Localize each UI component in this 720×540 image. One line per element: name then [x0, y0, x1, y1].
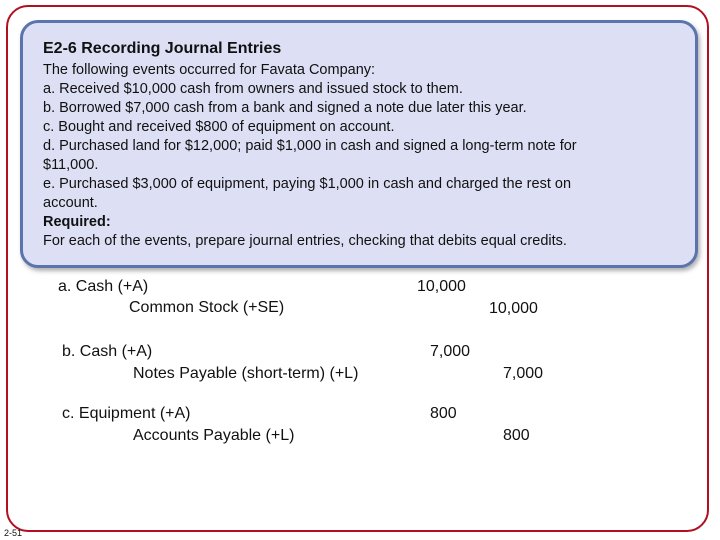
- problem-title: E2-6 Recording Journal Entries: [43, 40, 282, 57]
- required-text: For each of the events, prepare journal entries, checking that debits equal credits.: [43, 233, 567, 249]
- slide-number: 2-51: [4, 528, 23, 538]
- entry-c-debit-amount: 800: [430, 405, 457, 422]
- entry-a-credit-account: Common Stock (+SE): [129, 299, 285, 316]
- problem-statement-box: [20, 20, 698, 268]
- entry-b-debit-account: b. Cash (+A): [62, 343, 153, 360]
- problem-intro: The following events occurred for Favata Company:: [43, 62, 376, 78]
- entry-a-credit-amount: 10,000: [489, 300, 538, 317]
- entry-c-debit-account: c. Equipment (+A): [62, 405, 191, 422]
- event-e-continued: account.: [43, 195, 98, 211]
- event-c: c. Bought and received $800 of equipment on account.: [43, 119, 395, 135]
- entry-a-debit-account: a. Cash (+A): [58, 278, 149, 295]
- entry-a-debit-amount: 10,000: [417, 278, 466, 295]
- entry-b-credit-account: Notes Payable (short-term) (+L): [133, 365, 359, 382]
- event-b: b. Borrowed $7,000 cash from a bank and signed a note due later this year.: [43, 100, 527, 116]
- event-e: e. Purchased $3,000 of equipment, paying $1,000 in cash and charged the rest on: [43, 176, 572, 192]
- entry-c-credit-amount: 800: [503, 427, 530, 444]
- event-d-continued: $11,000.: [43, 157, 99, 173]
- entry-b-credit-amount: 7,000: [503, 365, 544, 382]
- event-d: d. Purchased land for $12,000; paid $1,000 in cash and signed a long-term note for: [43, 138, 577, 154]
- required-label: Required:: [43, 214, 111, 230]
- entry-c-credit-account: Accounts Payable (+L): [133, 427, 295, 444]
- event-a: a. Received $10,000 cash from owners and issued stock to them.: [43, 81, 463, 97]
- entry-b-debit-amount: 7,000: [430, 343, 471, 360]
